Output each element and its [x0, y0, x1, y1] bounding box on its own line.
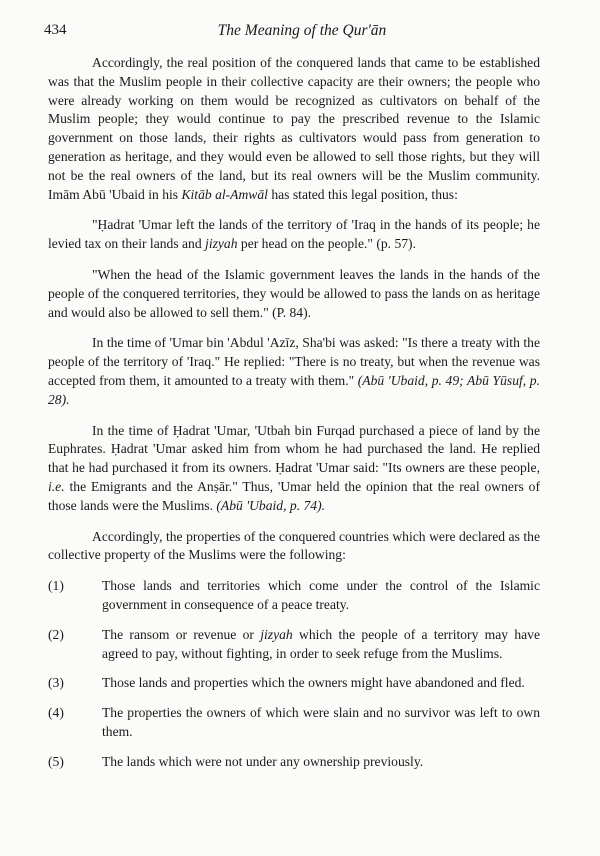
paragraph-text: In the time of 'Umar bin 'Abdul 'Azīz, Sha'bi was asked: "Is there a treaty with the people of the territory of 'Iraq." He replied: "There is no treaty, but when the revenue was accepted from them, it amounted to a treaty with them." [48, 335, 540, 388]
paragraph-text: "When the head of the Islamic government leaves the lands in the hands of the people of the conquered territories, they would be allowed to pass the lands on as heritage and would also be allowed to sell them." (P. 84). [48, 266, 540, 320]
list-item-segment: The lands which were not under any ownership previously. [102, 753, 424, 769]
paragraph-text: Accordingly, the properties of the conquered countries which were declared as the collective property of the Muslims were the following: [48, 528, 540, 563]
list-item [48, 753, 540, 772]
italic-term: i.e. [48, 478, 65, 494]
italic-term: jizyah [205, 236, 238, 252]
page-number: 434 [44, 22, 67, 38]
italic-term: jizyah [260, 626, 293, 642]
list-item-text [102, 674, 540, 693]
body-paragraph [48, 54, 540, 204]
property-list [48, 577, 540, 771]
list-number: (4) [48, 705, 64, 721]
list-number: (3) [48, 675, 64, 691]
citation: (Abū 'Ubaid, p. 74). [216, 497, 326, 513]
list-item [48, 577, 540, 615]
paragraph-text: Accordingly, the real position of the conquered lands that came to be established was that the Muslim people in their collective capacity are their owners; the people who were already working on them would be recognized as cultivators on behalf of the Muslim people; they would continue to pay the prescribed revenue to the Islamic government on those lands, their rights as cultivators would pass from generation to generation as heritage, and they would even be allowed to sell those rights, but they will not be the real owners of the land, but its real owners will be the Muslim community. Imām Abū 'Ubaid in his [48, 55, 540, 202]
running-title: The Meaning of the Qur'ān [217, 22, 387, 39]
quotation-paragraph [48, 266, 540, 322]
list-number: (1) [48, 578, 64, 594]
list-item-text [102, 753, 540, 772]
page-body [48, 54, 540, 783]
list-item-segment: Those lands and territories which come under the control of the Islamic government in consequence of a peace treaty. [102, 578, 540, 612]
list-item [48, 674, 540, 693]
list-item-segment: which the people of a territory may have agreed to pay, without fighting, in order to seek refuge from the Muslims. [102, 626, 540, 661]
body-paragraph [48, 528, 540, 566]
paragraph-text: "Ḥadrat 'Umar left the lands of the territory of 'Iraq in the hands of its people; he levied tax on their lands and [48, 217, 540, 252]
quotation-paragraph [48, 216, 540, 254]
list-number: (5) [48, 753, 64, 769]
list-item-segment: The properties the owners of which were slain and no survivor was left to own them. [102, 705, 540, 739]
paragraph-text: per head on the people." (p. 57). [237, 236, 416, 252]
paragraph-text: In the time of Ḥadrat 'Umar, 'Utbah bin Furqad purchased a piece of land by the Euphrates. Ḥadrat 'Umar asked him from whom he had purchased the land. He replied that he had purchased it from its owners. Ḥadrat 'Umar said: "Its owners are these people, [48, 422, 540, 476]
list-item [48, 626, 540, 664]
body-paragraph [48, 334, 540, 409]
list-item-text [102, 626, 540, 664]
list-item-text [102, 704, 540, 742]
page-header [44, 22, 560, 44]
list-item [48, 704, 540, 742]
book-title: Kitāb al-Amwāl [181, 186, 268, 202]
body-paragraph [48, 422, 540, 516]
paragraph-text: has stated this legal position, thus: [267, 186, 458, 202]
list-item-segment: The ransom or revenue or [102, 626, 261, 642]
citation: (Abū 'Ubaid, p. 49; Abū Yūsuf, p. 28). [48, 372, 540, 407]
list-item-text [102, 577, 540, 615]
list-item-segment: Those lands and properties which the owners might have abandoned and fled. [102, 675, 525, 691]
list-number: (2) [48, 626, 64, 642]
paragraph-text: the Emigrants and the Anṣār." Thus, 'Umar held the opinion that the real owners of those lands were the Muslims. [48, 478, 540, 513]
